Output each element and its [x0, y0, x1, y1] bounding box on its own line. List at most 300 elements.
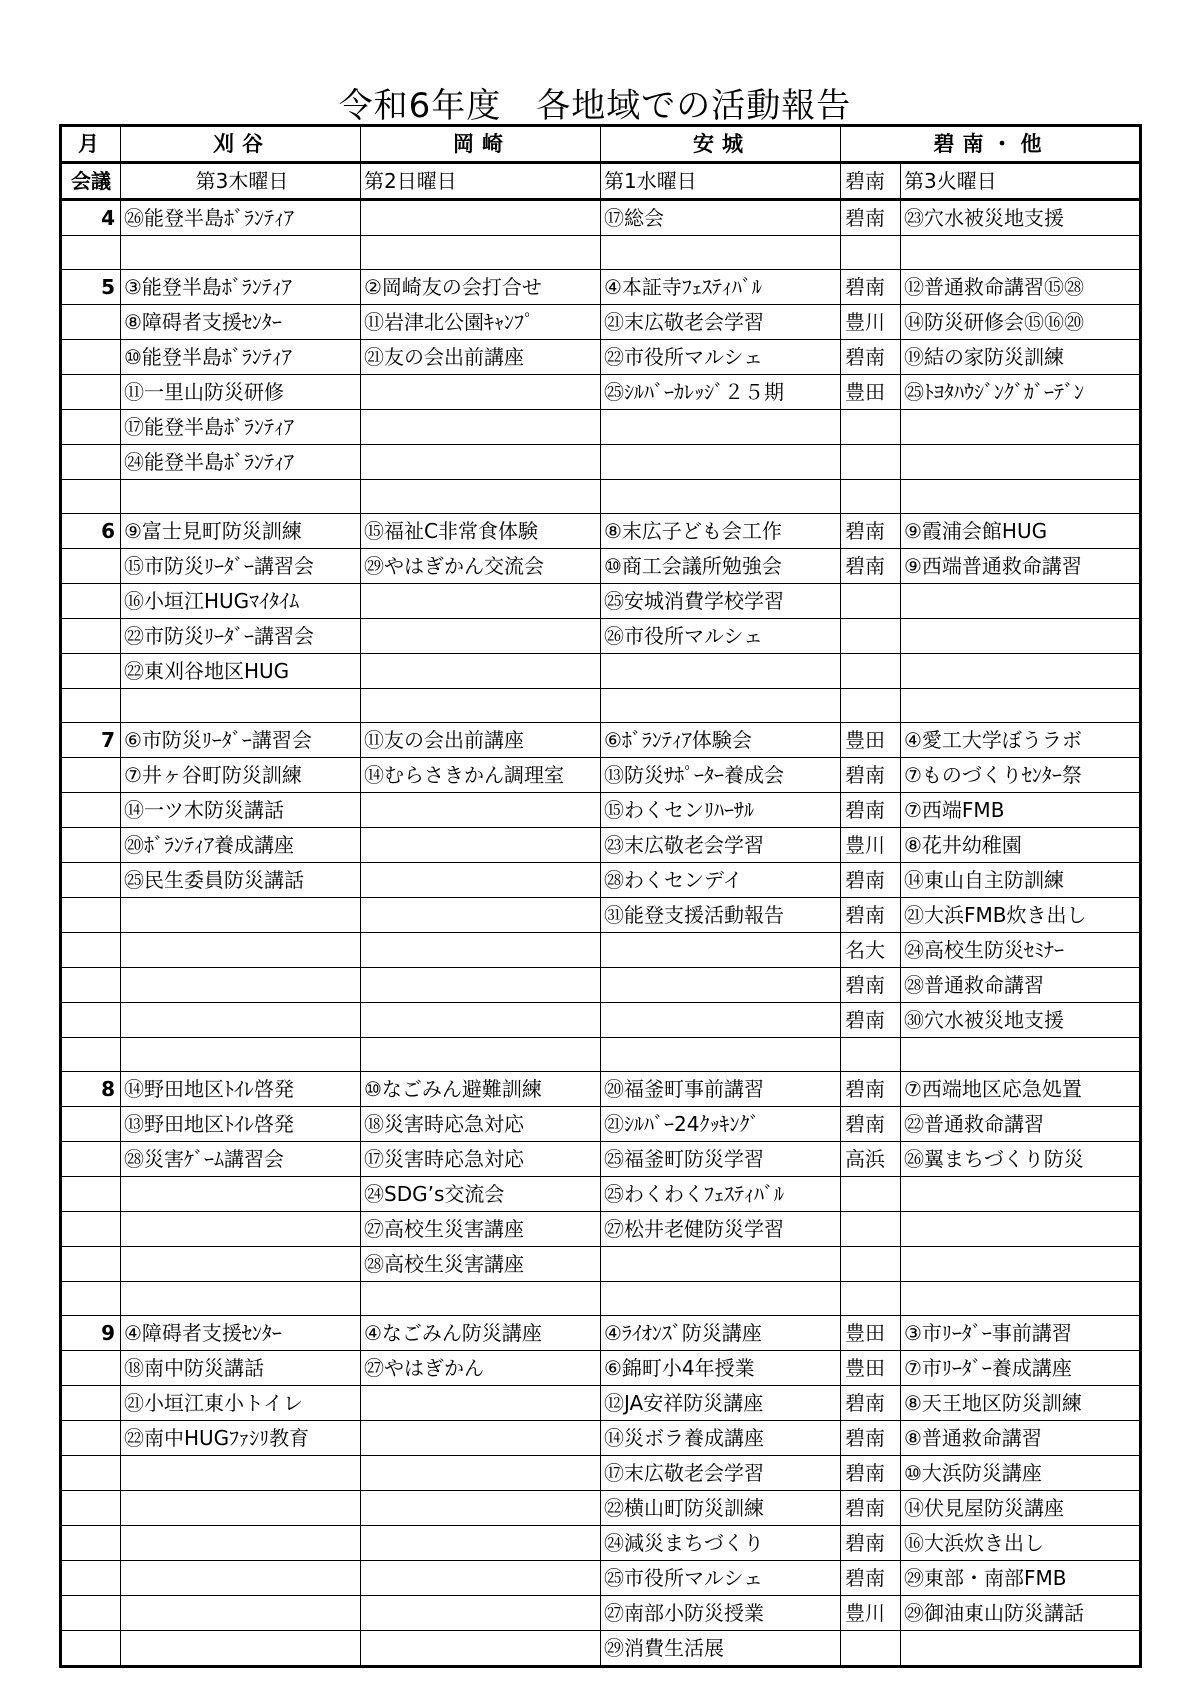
place-cell: 碧南: [841, 1386, 901, 1421]
month-cell: [61, 793, 121, 828]
anjo-cell: ㉙消費生活展: [601, 1631, 841, 1667]
okazaki-cell: [361, 933, 601, 968]
anjo-cell: ㉘わくセンデイ: [601, 863, 841, 898]
okazaki-cell: ⑮福祉C非常食体験: [361, 514, 601, 549]
place-cell: 碧南: [841, 1456, 901, 1491]
anjo-cell: ㉖市役所マルシェ: [601, 619, 841, 654]
place-cell: [841, 236, 901, 270]
okazaki-cell: [361, 863, 601, 898]
month-cell: [61, 1561, 121, 1596]
okazaki-cell: ㉔SDG’s交流会: [361, 1177, 601, 1212]
anjo-cell: [601, 1038, 841, 1072]
table-row: [61, 863, 1141, 898]
anjo-cell: ㉗南部小防災授業: [601, 1596, 841, 1631]
hekinan-cell: ㉙御油東山防災講話: [901, 1596, 1141, 1631]
month-cell: [61, 1456, 121, 1491]
hekinan-cell: ⑭東山自主防訓練: [901, 863, 1141, 898]
kariya-cell: [121, 1247, 361, 1282]
table-row: [61, 1072, 1141, 1107]
place-cell: 碧南: [841, 793, 901, 828]
place-cell: [841, 1631, 901, 1667]
month-cell: 4: [61, 200, 121, 236]
anjo-cell: ⑫JA安祥防災講座: [601, 1386, 841, 1421]
place-cell: 碧南: [841, 200, 901, 236]
kariya-cell: [121, 1596, 361, 1631]
anjo-cell: ⑩商工会議所勉強会: [601, 549, 841, 584]
okazaki-cell: ⑪岩津北公園ｷｬﾝﾌﾟ: [361, 305, 601, 340]
month-cell: [61, 584, 121, 619]
anjo-cell: ㉔減災まちづくり: [601, 1526, 841, 1561]
month-cell: 5: [61, 270, 121, 305]
kariya-cell: ⑰能登半島ﾎﾞﾗﾝﾃｨｱ: [121, 410, 361, 445]
kariya-cell: [121, 1561, 361, 1596]
page-title: 令和6年度 各地域での活動報告: [338, 86, 852, 126]
kariya-cell: [121, 968, 361, 1003]
hekinan-cell: [901, 1631, 1141, 1667]
table-row: [61, 1282, 1141, 1316]
place-cell: 碧南: [841, 1421, 901, 1456]
hekinan-cell: ㉚穴水被災地支援: [901, 1003, 1141, 1038]
table-row: [61, 340, 1141, 375]
table-row: [61, 933, 1141, 968]
anjo-cell: ④本証寺ﾌｪｽﾃｨﾊﾞﾙ: [601, 270, 841, 305]
okazaki-cell: [361, 1491, 601, 1526]
month-cell: [61, 1038, 121, 1072]
kariya-cell: [121, 689, 361, 723]
place-cell: [841, 654, 901, 689]
hekinan-cell: ⑧花井幼稚園: [901, 828, 1141, 863]
okazaki-cell: [361, 898, 601, 933]
month-cell: [61, 549, 121, 584]
hekinan-cell: [901, 1212, 1141, 1247]
table-row: [61, 968, 1141, 1003]
place-cell: 豊田: [841, 1351, 901, 1386]
hekinan-cell: [901, 689, 1141, 723]
kariya-cell: ⑱南中防災講話: [121, 1351, 361, 1386]
place-cell: [841, 1177, 901, 1212]
kariya-cell: ㉔能登半島ﾎﾞﾗﾝﾃｨｱ: [121, 445, 361, 480]
hekinan-cell: ⑫普通救命講習⑮㉘: [901, 270, 1141, 305]
hekinan-cell: [901, 1177, 1141, 1212]
place-cell: [841, 480, 901, 514]
anjo-cell: ⑬防災ｻﾎﾟｰﾀｰ養成会: [601, 758, 841, 793]
anjo-cell: [601, 1247, 841, 1282]
hekinan-cell: ⑨西端普通救命講習: [901, 549, 1141, 584]
month-cell: [61, 1526, 121, 1561]
hekinan-cell: ㉔高校生防災ｾﾐﾅｰ: [901, 933, 1141, 968]
month-cell: [61, 1282, 121, 1316]
anjo-cell: [601, 410, 841, 445]
okazaki-cell: [361, 619, 601, 654]
kariya-cell: [121, 480, 361, 514]
place-cell: 碧南: [841, 898, 901, 933]
okazaki-cell: [361, 445, 601, 480]
anjo-cell: ㉕わくわくﾌｪｽﾃｨﾊﾞﾙ: [601, 1177, 841, 1212]
meeting-hekinan: 第3火曜日: [901, 163, 1141, 200]
okazaki-cell: [361, 1038, 601, 1072]
header-kariya: 刈谷: [121, 126, 361, 163]
hekinan-cell: ⑧天王地区防災訓練: [901, 1386, 1141, 1421]
kariya-cell: [121, 1177, 361, 1212]
kariya-cell: ⑧障碍者支援ｾﾝﾀｰ: [121, 305, 361, 340]
place-cell: 豊田: [841, 723, 901, 758]
month-cell: [61, 828, 121, 863]
kariya-cell: [121, 1003, 361, 1038]
anjo-cell: [601, 933, 841, 968]
header-anjo: 安城: [601, 126, 841, 163]
table-row: [61, 1038, 1141, 1072]
anjo-cell: [601, 445, 841, 480]
kariya-cell: ㉒東刈谷地区HUG: [121, 654, 361, 689]
okazaki-cell: [361, 1003, 601, 1038]
anjo-cell: ⑮わくセンﾘﾊｰｻﾙ: [601, 793, 841, 828]
okazaki-cell: [361, 1456, 601, 1491]
kariya-cell: [121, 1038, 361, 1072]
month-cell: 7: [61, 723, 121, 758]
table-row: [61, 619, 1141, 654]
month-cell: 6: [61, 514, 121, 549]
place-cell: 碧南: [841, 549, 901, 584]
place-cell: 名大: [841, 933, 901, 968]
place-cell: 豊川: [841, 305, 901, 340]
place-cell: [841, 1038, 901, 1072]
anjo-cell: [601, 654, 841, 689]
kariya-cell: ③能登半島ﾎﾞﾗﾝﾃｨｱ: [121, 270, 361, 305]
month-cell: [61, 1491, 121, 1526]
meeting-row: [61, 163, 1141, 200]
anjo-cell: ⑰総会: [601, 200, 841, 236]
month-cell: [61, 1177, 121, 1212]
okazaki-cell: ⑭むらさきかん調理室: [361, 758, 601, 793]
anjo-cell: ㉛能登支援活動報告: [601, 898, 841, 933]
month-cell: [61, 758, 121, 793]
okazaki-cell: [361, 1526, 601, 1561]
table-row: [61, 270, 1141, 305]
kariya-cell: ㉑小垣江東小トイレ: [121, 1386, 361, 1421]
meeting-label: 会議: [61, 163, 121, 200]
month-cell: 9: [61, 1316, 121, 1351]
place-cell: 碧南: [841, 863, 901, 898]
anjo-cell: [601, 1282, 841, 1316]
table-row: [61, 1003, 1141, 1038]
okazaki-cell: [361, 968, 601, 1003]
month-cell: [61, 1212, 121, 1247]
okazaki-cell: ②岡崎友の会打合せ: [361, 270, 601, 305]
anjo-cell: [601, 1003, 841, 1038]
okazaki-cell: [361, 584, 601, 619]
table-row: [61, 793, 1141, 828]
month-cell: 8: [61, 1072, 121, 1107]
header-hekinan: 碧南・他: [841, 126, 1141, 163]
place-cell: [841, 689, 901, 723]
hekinan-cell: [901, 1038, 1141, 1072]
place-cell: 高浜: [841, 1142, 901, 1177]
month-cell: [61, 1351, 121, 1386]
anjo-cell: ⑧末広子ども会工作: [601, 514, 841, 549]
hekinan-cell: ⑨霞浦会館HUG: [901, 514, 1141, 549]
anjo-cell: [601, 968, 841, 1003]
table-row: [61, 445, 1141, 480]
anjo-cell: ㉗松井老健防災学習: [601, 1212, 841, 1247]
place-cell: [841, 445, 901, 480]
month-cell: [61, 480, 121, 514]
table-row: [61, 1142, 1141, 1177]
month-cell: [61, 375, 121, 410]
okazaki-cell: ㉗高校生災害講座: [361, 1212, 601, 1247]
okazaki-cell: [361, 236, 601, 270]
anjo-cell: ㉑ｼﾙﾊﾞｰ24ｸｯｷﾝｸﾞ: [601, 1107, 841, 1142]
meeting-kariya: 第3木曜日: [121, 163, 361, 200]
kariya-cell: ⑨富士見町防災訓練: [121, 514, 361, 549]
month-cell: [61, 445, 121, 480]
month-cell: [61, 340, 121, 375]
table-row: [61, 1107, 1141, 1142]
kariya-cell: [121, 1526, 361, 1561]
hekinan-cell: ⑦ものづくりｾﾝﾀｰ祭: [901, 758, 1141, 793]
place-cell: 碧南: [841, 1003, 901, 1038]
anjo-cell: ㉒横山町防災訓練: [601, 1491, 841, 1526]
hekinan-cell: ⑲結の家防災訓練: [901, 340, 1141, 375]
place-cell: 碧南: [841, 1491, 901, 1526]
okazaki-cell: ⑱災害時応急対応: [361, 1107, 601, 1142]
hekinan-cell: ③市ﾘｰﾀﾞｰ事前講習: [901, 1316, 1141, 1351]
place-cell: 碧南: [841, 1107, 901, 1142]
anjo-cell: ㉕ｼﾙﾊﾞｰｶﾚｯｼﾞ２５期: [601, 375, 841, 410]
place-cell: [841, 1212, 901, 1247]
place-cell: [841, 584, 901, 619]
anjo-cell: ⑳福釜町事前講習: [601, 1072, 841, 1107]
table-row: [61, 1386, 1141, 1421]
kariya-cell: ㉕民生委員防災講話: [121, 863, 361, 898]
okazaki-cell: ⑪友の会出前講座: [361, 723, 601, 758]
hekinan-cell: ㉓穴水被災地支援: [901, 200, 1141, 236]
month-cell: [61, 654, 121, 689]
okazaki-cell: ⑰災害時応急対応: [361, 1142, 601, 1177]
okazaki-cell: [361, 654, 601, 689]
anjo-cell: [601, 236, 841, 270]
table-row: [61, 1491, 1141, 1526]
table-row: [61, 898, 1141, 933]
month-cell: [61, 1631, 121, 1667]
okazaki-cell: ㉑友の会出前講座: [361, 340, 601, 375]
table-row: [61, 1351, 1141, 1386]
anjo-cell: [601, 480, 841, 514]
table-row: [61, 828, 1141, 863]
table-row: [61, 1631, 1141, 1667]
table-row: [61, 723, 1141, 758]
place-cell: [841, 619, 901, 654]
kariya-cell: [121, 1282, 361, 1316]
table-row: [61, 375, 1141, 410]
month-cell: [61, 305, 121, 340]
anjo-cell: ⑥ﾎﾞﾗﾝﾃｨｱ体験会: [601, 723, 841, 758]
okazaki-cell: [361, 828, 601, 863]
hekinan-cell: ⑦西端地区応急処置: [901, 1072, 1141, 1107]
table-row: [61, 1212, 1141, 1247]
meeting-anjo: 第1水曜日: [601, 163, 841, 200]
hekinan-cell: [901, 445, 1141, 480]
kariya-cell: ⑭野田地区ﾄｲﾚ啓発: [121, 1072, 361, 1107]
meeting-okazaki: 第2日曜日: [361, 163, 601, 200]
month-cell: [61, 689, 121, 723]
anjo-cell: [601, 689, 841, 723]
okazaki-cell: ⑩なごみん避難訓練: [361, 1072, 601, 1107]
kariya-cell: ⑮市防災ﾘｰﾀﾞｰ講習会: [121, 549, 361, 584]
kariya-cell: [121, 1456, 361, 1491]
hekinan-cell: ⑦市ﾘｰﾀﾞｰ養成講座: [901, 1351, 1141, 1386]
hekinan-cell: ⑦西端FMB: [901, 793, 1141, 828]
hekinan-cell: ⑭防災研修会⑮⑯⑳: [901, 305, 1141, 340]
okazaki-cell: [361, 1631, 601, 1667]
kariya-cell: ⑬野田地区ﾄｲﾚ啓発: [121, 1107, 361, 1142]
table-row: [61, 1561, 1141, 1596]
month-cell: [61, 236, 121, 270]
hekinan-cell: [901, 480, 1141, 514]
kariya-cell: [121, 1491, 361, 1526]
table-row: [61, 1456, 1141, 1491]
table-row: [61, 514, 1141, 549]
meeting-place: 碧南: [841, 163, 901, 200]
okazaki-cell: [361, 1421, 601, 1456]
okazaki-cell: ㉗やはぎかん: [361, 1351, 601, 1386]
header-row: [61, 126, 1141, 163]
month-cell: [61, 898, 121, 933]
table-row: [61, 549, 1141, 584]
hekinan-cell: ⑧普通救命講習: [901, 1421, 1141, 1456]
okazaki-cell: [361, 1386, 601, 1421]
anjo-cell: ④ﾗｲｵﾝｽﾞ防災講座: [601, 1316, 841, 1351]
kariya-cell: ⑭一ツ木防災講話: [121, 793, 361, 828]
header-okazaki: 岡崎: [361, 126, 601, 163]
okazaki-cell: [361, 1282, 601, 1316]
month-cell: [61, 1003, 121, 1038]
table-row: [61, 305, 1141, 340]
kariya-cell: [121, 933, 361, 968]
table-row: [61, 689, 1141, 723]
hekinan-cell: [901, 1247, 1141, 1282]
anjo-cell: ㉒市役所マルシェ: [601, 340, 841, 375]
hekinan-cell: [901, 236, 1141, 270]
kariya-cell: ㉒南中HUGﾌｧｼﾘ教育: [121, 1421, 361, 1456]
kariya-cell: ⑦井ヶ谷町防災訓練: [121, 758, 361, 793]
table-row: [61, 480, 1141, 514]
place-cell: [841, 410, 901, 445]
table-row: [61, 1316, 1141, 1351]
table-row: [61, 1177, 1141, 1212]
table-row: [61, 758, 1141, 793]
okazaki-cell: ④なごみん防災講座: [361, 1316, 601, 1351]
anjo-cell: ⑰末広敬老会学習: [601, 1456, 841, 1491]
kariya-cell: ⑩能登半島ﾎﾞﾗﾝﾃｨｱ: [121, 340, 361, 375]
kariya-cell: ④障碍者支援ｾﾝﾀｰ: [121, 1316, 361, 1351]
place-cell: [841, 1247, 901, 1282]
hekinan-cell: [901, 1282, 1141, 1316]
anjo-cell: ㉕市役所マルシェ: [601, 1561, 841, 1596]
kariya-cell: [121, 236, 361, 270]
kariya-cell: ⑥市防災ﾘｰﾀﾞｰ講習会: [121, 723, 361, 758]
kariya-cell: ㉒市防災ﾘｰﾀﾞｰ講習会: [121, 619, 361, 654]
hekinan-cell: ㉘普通救命講習: [901, 968, 1141, 1003]
anjo-cell: ⑭災ボラ養成講座: [601, 1421, 841, 1456]
place-cell: 碧南: [841, 1561, 901, 1596]
okazaki-cell: [361, 200, 601, 236]
anjo-cell: ㉓末広敬老会学習: [601, 828, 841, 863]
place-cell: 碧南: [841, 968, 901, 1003]
header-month: 月: [61, 126, 121, 163]
okazaki-cell: [361, 1596, 601, 1631]
hekinan-cell: ⑯大浜炊き出し: [901, 1526, 1141, 1561]
okazaki-cell: ㉘高校生災害講座: [361, 1247, 601, 1282]
activity-table: [59, 124, 1142, 1668]
anjo-cell: ㉕福釜町防災学習: [601, 1142, 841, 1177]
table-row: [61, 1526, 1141, 1561]
okazaki-cell: [361, 793, 601, 828]
kariya-cell: [121, 1212, 361, 1247]
place-cell: 豊田: [841, 375, 901, 410]
month-cell: [61, 863, 121, 898]
hekinan-cell: [901, 410, 1141, 445]
month-cell: [61, 1596, 121, 1631]
month-cell: [61, 1386, 121, 1421]
hekinan-cell: [901, 654, 1141, 689]
okazaki-cell: [361, 410, 601, 445]
place-cell: 碧南: [841, 514, 901, 549]
hekinan-cell: ㉖翼まちづくり防災: [901, 1142, 1141, 1177]
month-cell: [61, 1247, 121, 1282]
anjo-cell: ㉕安城消費学校学習: [601, 584, 841, 619]
month-cell: [61, 619, 121, 654]
month-cell: [61, 1421, 121, 1456]
okazaki-cell: ㉙やはぎかん交流会: [361, 549, 601, 584]
place-cell: 豊田: [841, 1316, 901, 1351]
kariya-cell: ㉖能登半島ﾎﾞﾗﾝﾃｨｱ: [121, 200, 361, 236]
place-cell: 豊川: [841, 1596, 901, 1631]
table-row: [61, 200, 1141, 236]
place-cell: 碧南: [841, 1072, 901, 1107]
place-cell: 碧南: [841, 758, 901, 793]
okazaki-cell: [361, 480, 601, 514]
kariya-cell: ㉘災害ｹﾞｰﾑ講習会: [121, 1142, 361, 1177]
hekinan-cell: ㉑大浜FMB炊き出し: [901, 898, 1141, 933]
month-cell: [61, 968, 121, 1003]
hekinan-cell: ⑩大浜防災講座: [901, 1456, 1141, 1491]
place-cell: 碧南: [841, 1526, 901, 1561]
table-row: [61, 1247, 1141, 1282]
anjo-cell: ㉑末広敬老会学習: [601, 305, 841, 340]
kariya-cell: ⑯小垣江HUGﾏｲﾀｲﾑ: [121, 584, 361, 619]
place-cell: 碧南: [841, 270, 901, 305]
hekinan-cell: ㉕ﾄﾖﾀﾊｳｼﾞﾝｸﾞｶﾞｰﾃﾞﾝ: [901, 375, 1141, 410]
hekinan-cell: ⑭伏見屋防災講座: [901, 1491, 1141, 1526]
table-row: [61, 1596, 1141, 1631]
okazaki-cell: [361, 689, 601, 723]
place-cell: 豊川: [841, 828, 901, 863]
month-cell: [61, 933, 121, 968]
anjo-cell: ⑥錦町小4年授業: [601, 1351, 841, 1386]
kariya-cell: ⑳ﾎﾞﾗﾝﾃｨｱ養成講座: [121, 828, 361, 863]
hekinan-cell: ㉒普通救命講習: [901, 1107, 1141, 1142]
month-cell: [61, 1142, 121, 1177]
kariya-cell: [121, 1631, 361, 1667]
hekinan-cell: ㉙東部・南部FMB: [901, 1561, 1141, 1596]
hekinan-cell: ④愛工大学ぼうラボ: [901, 723, 1141, 758]
place-cell: [841, 1282, 901, 1316]
month-cell: [61, 410, 121, 445]
table-row: [61, 236, 1141, 270]
hekinan-cell: [901, 584, 1141, 619]
place-cell: 碧南: [841, 340, 901, 375]
okazaki-cell: [361, 1561, 601, 1596]
